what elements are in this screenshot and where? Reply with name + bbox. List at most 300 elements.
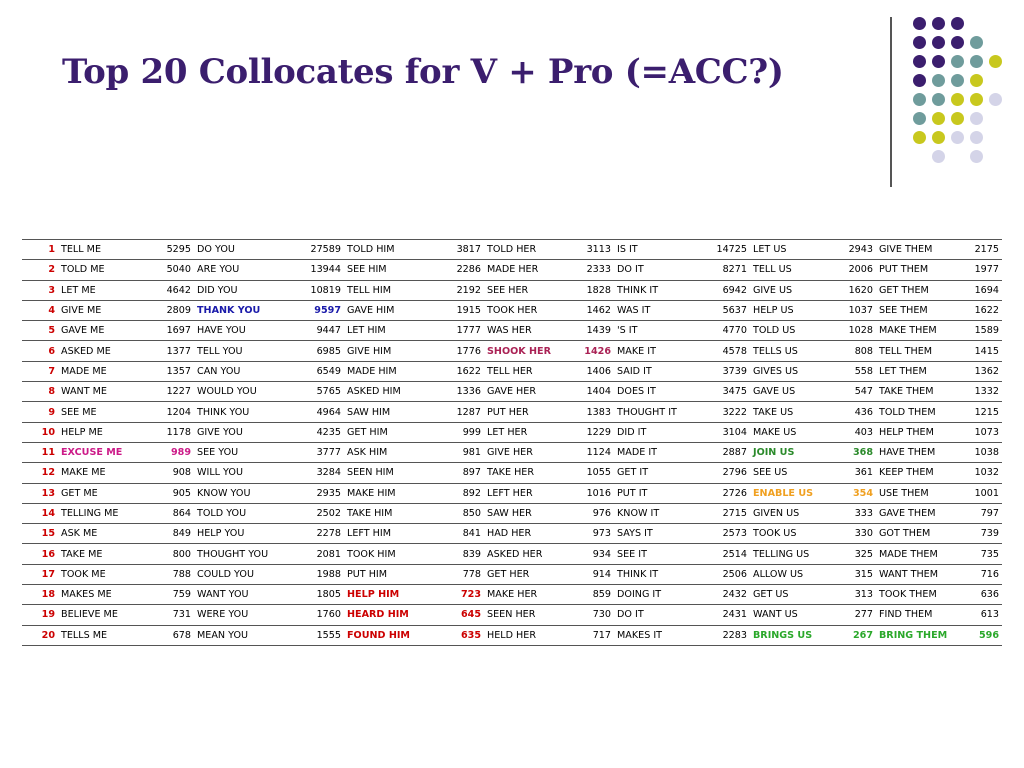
collocate-me: BELIEVE ME — [58, 605, 150, 625]
decor-dot — [932, 112, 945, 125]
frequency-us: 277 — [832, 605, 876, 625]
rank-cell: 18 — [22, 585, 58, 605]
frequency-him: 1777 — [436, 321, 484, 341]
rank-cell: 5 — [22, 321, 58, 341]
collocate-me: MAKES ME — [58, 585, 150, 605]
frequency-them: 735 — [958, 544, 1002, 564]
frequency-them: 1694 — [958, 280, 1002, 300]
frequency-her: 1828 — [572, 280, 614, 300]
decor-dot — [989, 55, 1002, 68]
collocate-us: GIVES US — [750, 361, 832, 381]
frequency-you: 1805 — [294, 585, 344, 605]
collocate-her: MADE HER — [484, 260, 572, 280]
frequency-them: 1038 — [958, 442, 1002, 462]
frequency-me: 800 — [150, 544, 194, 564]
collocate-me: SEE ME — [58, 402, 150, 422]
table-row — [22, 361, 1002, 381]
collocate-me: WANT ME — [58, 382, 150, 402]
collocate-it: SAYS IT — [614, 524, 704, 544]
collocate-her: SHOOK HER — [484, 341, 572, 361]
frequency-you: 9597 — [294, 300, 344, 320]
decor-dot — [989, 93, 1002, 106]
collocate-it: THINK IT — [614, 280, 704, 300]
table-row — [22, 564, 1002, 584]
collocate-him: SEE HIM — [344, 260, 436, 280]
frequency-me: 1697 — [150, 321, 194, 341]
collocate-it: THINK IT — [614, 564, 704, 584]
collocate-you: THINK YOU — [194, 402, 294, 422]
frequency-him: 839 — [436, 544, 484, 564]
collocate-us: TELLS US — [750, 341, 832, 361]
table-row — [22, 544, 1002, 564]
frequency-him: 897 — [436, 463, 484, 483]
collocate-them: USE THEM — [876, 483, 958, 503]
collocate-her: TOLD HER — [484, 240, 572, 260]
table-row — [22, 422, 1002, 442]
collocate-it: DOING IT — [614, 585, 704, 605]
frequency-me: 5040 — [150, 260, 194, 280]
collocate-her: ASKED HER — [484, 544, 572, 564]
frequency-them: 1622 — [958, 300, 1002, 320]
collocate-it: KNOW IT — [614, 503, 704, 523]
collocate-him: SEEN HIM — [344, 463, 436, 483]
collocate-him: TOLD HIM — [344, 240, 436, 260]
collocate-us: GET US — [750, 585, 832, 605]
frequency-us: 267 — [832, 625, 876, 645]
collocate-me: GAVE ME — [58, 321, 150, 341]
frequency-me: 989 — [150, 442, 194, 462]
frequency-it: 3739 — [704, 361, 750, 381]
frequency-her: 2333 — [572, 260, 614, 280]
frequency-her: 1055 — [572, 463, 614, 483]
collocate-her: PUT HER — [484, 402, 572, 422]
collocate-me: TAKE ME — [58, 544, 150, 564]
frequency-me: 849 — [150, 524, 194, 544]
frequency-her: 3113 — [572, 240, 614, 260]
frequency-him: 635 — [436, 625, 484, 645]
frequency-him: 645 — [436, 605, 484, 625]
collocate-them: GOT THEM — [876, 524, 958, 544]
collocate-him: GET HIM — [344, 422, 436, 442]
collocate-him: ASKED HIM — [344, 382, 436, 402]
table-row — [22, 605, 1002, 625]
table-row — [22, 321, 1002, 341]
frequency-me: 905 — [150, 483, 194, 503]
collocate-it: SAID IT — [614, 361, 704, 381]
collocate-us: ALLOW US — [750, 564, 832, 584]
frequency-him: 999 — [436, 422, 484, 442]
collocate-it: MAKES IT — [614, 625, 704, 645]
frequency-him: 1287 — [436, 402, 484, 422]
frequency-her: 1406 — [572, 361, 614, 381]
frequency-you: 6549 — [294, 361, 344, 381]
collocate-you: SEE YOU — [194, 442, 294, 462]
decor-dot — [913, 74, 926, 87]
collocate-them: MAKE THEM — [876, 321, 958, 341]
collocate-her: SAW HER — [484, 503, 572, 523]
collocate-it: DO IT — [614, 605, 704, 625]
collocate-it: MADE IT — [614, 442, 704, 462]
decor-dot — [951, 93, 964, 106]
frequency-them: 2175 — [958, 240, 1002, 260]
decor-dot — [913, 93, 926, 106]
rank-cell: 11 — [22, 442, 58, 462]
collocate-them: FIND THEM — [876, 605, 958, 625]
collocate-them: GAVE THEM — [876, 503, 958, 523]
table-row — [22, 402, 1002, 422]
rank-cell: 6 — [22, 341, 58, 361]
collocate-them: LET THEM — [876, 361, 958, 381]
frequency-you: 2935 — [294, 483, 344, 503]
collocate-me: MAKE ME — [58, 463, 150, 483]
decor-dot — [932, 150, 945, 163]
decor-dot — [932, 131, 945, 144]
frequency-him: 841 — [436, 524, 484, 544]
collocate-us: WANT US — [750, 605, 832, 625]
frequency-you: 1555 — [294, 625, 344, 645]
frequency-me: 1357 — [150, 361, 194, 381]
collocate-you: HELP YOU — [194, 524, 294, 544]
table-row — [22, 260, 1002, 280]
decor-dot — [970, 131, 983, 144]
rank-cell: 16 — [22, 544, 58, 564]
frequency-her: 1124 — [572, 442, 614, 462]
frequency-us: 558 — [832, 361, 876, 381]
frequency-us: 2943 — [832, 240, 876, 260]
collocate-you: DO YOU — [194, 240, 294, 260]
frequency-it: 6942 — [704, 280, 750, 300]
decor-dot — [951, 74, 964, 87]
collocate-you: MEAN YOU — [194, 625, 294, 645]
collocate-her: SEEN HER — [484, 605, 572, 625]
table-row — [22, 483, 1002, 503]
frequency-it: 2887 — [704, 442, 750, 462]
frequency-us: 808 — [832, 341, 876, 361]
frequency-her: 1016 — [572, 483, 614, 503]
frequency-you: 5765 — [294, 382, 344, 402]
frequency-you: 10819 — [294, 280, 344, 300]
collocate-you: DID YOU — [194, 280, 294, 300]
frequency-you: 3777 — [294, 442, 344, 462]
collocate-them: KEEP THEM — [876, 463, 958, 483]
frequency-them: 1332 — [958, 382, 1002, 402]
frequency-him: 892 — [436, 483, 484, 503]
decor-dot — [932, 36, 945, 49]
rank-cell: 15 — [22, 524, 58, 544]
frequency-me: 759 — [150, 585, 194, 605]
collocate-you: WILL YOU — [194, 463, 294, 483]
collocate-us: GIVEN US — [750, 503, 832, 523]
collocate-me: EXCUSE ME — [58, 442, 150, 462]
collocate-him: LET HIM — [344, 321, 436, 341]
collocate-us: LET US — [750, 240, 832, 260]
decor-dot — [970, 74, 983, 87]
collocate-them: PUT THEM — [876, 260, 958, 280]
frequency-it: 2514 — [704, 544, 750, 564]
frequency-me: 731 — [150, 605, 194, 625]
collocate-you: TOLD YOU — [194, 503, 294, 523]
table-row — [22, 280, 1002, 300]
frequency-it: 4770 — [704, 321, 750, 341]
collocate-you: ARE YOU — [194, 260, 294, 280]
collocate-him: MADE HIM — [344, 361, 436, 381]
frequency-us: 547 — [832, 382, 876, 402]
collocate-her: MAKE HER — [484, 585, 572, 605]
collocate-me: MADE ME — [58, 361, 150, 381]
collocate-them: TAKE THEM — [876, 382, 958, 402]
collocate-us: JOIN US — [750, 442, 832, 462]
frequency-it: 2283 — [704, 625, 750, 645]
frequency-it: 2726 — [704, 483, 750, 503]
frequency-you: 2081 — [294, 544, 344, 564]
collocate-you: WANT YOU — [194, 585, 294, 605]
collocate-us: MAKE US — [750, 422, 832, 442]
frequency-us: 1037 — [832, 300, 876, 320]
collocate-it: 'S IT — [614, 321, 704, 341]
collocate-him: GAVE HIM — [344, 300, 436, 320]
collocate-her: HELD HER — [484, 625, 572, 645]
collocate-him: LEFT HIM — [344, 524, 436, 544]
collocate-us: GIVE US — [750, 280, 832, 300]
decor-dot — [951, 55, 964, 68]
collocate-them: TOOK THEM — [876, 585, 958, 605]
table-row — [22, 341, 1002, 361]
collocate-me: LET ME — [58, 280, 150, 300]
collocate-me: TELLS ME — [58, 625, 150, 645]
collocate-her: TAKE HER — [484, 463, 572, 483]
frequency-me: 908 — [150, 463, 194, 483]
frequency-her: 934 — [572, 544, 614, 564]
collocate-them: GET THEM — [876, 280, 958, 300]
collocate-it: GET IT — [614, 463, 704, 483]
frequency-her: 730 — [572, 605, 614, 625]
frequency-it: 2573 — [704, 524, 750, 544]
collocate-me: ASK ME — [58, 524, 150, 544]
collocate-him: PUT HIM — [344, 564, 436, 584]
collocate-it: THOUGHT IT — [614, 402, 704, 422]
frequency-them: 1589 — [958, 321, 1002, 341]
decor-dot — [932, 17, 945, 30]
frequency-them: 797 — [958, 503, 1002, 523]
decor-dot — [951, 112, 964, 125]
frequency-it: 2506 — [704, 564, 750, 584]
frequency-her: 976 — [572, 503, 614, 523]
frequency-it: 3222 — [704, 402, 750, 422]
table-row — [22, 382, 1002, 402]
collocate-us: SEE US — [750, 463, 832, 483]
collocate-him: TELL HIM — [344, 280, 436, 300]
frequency-it: 8271 — [704, 260, 750, 280]
rank-cell: 9 — [22, 402, 58, 422]
collocate-them: BRING THEM — [876, 625, 958, 645]
collocate-you: THOUGHT YOU — [194, 544, 294, 564]
frequency-her: 1229 — [572, 422, 614, 442]
frequency-him: 1336 — [436, 382, 484, 402]
collocate-us: TELLING US — [750, 544, 832, 564]
collocate-her: LEFT HER — [484, 483, 572, 503]
collocate-him: MAKE HIM — [344, 483, 436, 503]
frequency-them: 716 — [958, 564, 1002, 584]
frequency-him: 2286 — [436, 260, 484, 280]
table-row — [22, 442, 1002, 462]
table-row — [22, 300, 1002, 320]
frequency-us: 368 — [832, 442, 876, 462]
decor-dot — [970, 36, 983, 49]
collocate-them: MADE THEM — [876, 544, 958, 564]
collocate-you: KNOW YOU — [194, 483, 294, 503]
collocate-me: GET ME — [58, 483, 150, 503]
frequency-you: 1988 — [294, 564, 344, 584]
collocate-them: TOLD THEM — [876, 402, 958, 422]
frequency-me: 2809 — [150, 300, 194, 320]
collocate-us: HELP US — [750, 300, 832, 320]
collocate-him: HELP HIM — [344, 585, 436, 605]
collocate-it: DID IT — [614, 422, 704, 442]
collocate-us: TAKE US — [750, 402, 832, 422]
rank-cell: 7 — [22, 361, 58, 381]
frequency-us: 2006 — [832, 260, 876, 280]
frequency-him: 778 — [436, 564, 484, 584]
decor-dot — [970, 150, 983, 163]
collocate-them: HELP THEM — [876, 422, 958, 442]
collocate-you: TELL YOU — [194, 341, 294, 361]
collocate-you: WERE YOU — [194, 605, 294, 625]
frequency-him: 1915 — [436, 300, 484, 320]
frequency-them: 1032 — [958, 463, 1002, 483]
frequency-us: 436 — [832, 402, 876, 422]
rank-cell: 1 — [22, 240, 58, 260]
frequency-them: 596 — [958, 625, 1002, 645]
collocate-him: GIVE HIM — [344, 341, 436, 361]
decor-dot — [951, 17, 964, 30]
table-row — [22, 463, 1002, 483]
frequency-me: 788 — [150, 564, 194, 584]
frequency-me: 678 — [150, 625, 194, 645]
collocate-her: LET HER — [484, 422, 572, 442]
collocate-us: TOLD US — [750, 321, 832, 341]
frequency-you: 1760 — [294, 605, 344, 625]
decor-dot — [970, 55, 983, 68]
frequency-us: 361 — [832, 463, 876, 483]
collocate-them: HAVE THEM — [876, 442, 958, 462]
collocate-you: THANK YOU — [194, 300, 294, 320]
frequency-them: 1362 — [958, 361, 1002, 381]
table-row — [22, 524, 1002, 544]
collocate-her: GIVE HER — [484, 442, 572, 462]
frequency-it: 2796 — [704, 463, 750, 483]
frequency-me: 5295 — [150, 240, 194, 260]
table-row — [22, 625, 1002, 645]
collocate-me: GIVE ME — [58, 300, 150, 320]
frequency-them: 1977 — [958, 260, 1002, 280]
collocate-her: GAVE HER — [484, 382, 572, 402]
frequency-it: 3104 — [704, 422, 750, 442]
frequency-us: 313 — [832, 585, 876, 605]
frequency-her: 1426 — [572, 341, 614, 361]
rank-cell: 17 — [22, 564, 58, 584]
decor-dot — [913, 55, 926, 68]
collocate-me: TOLD ME — [58, 260, 150, 280]
collocate-me: ASKED ME — [58, 341, 150, 361]
frequency-you: 2278 — [294, 524, 344, 544]
collocate-it: SEE IT — [614, 544, 704, 564]
collocate-him: TAKE HIM — [344, 503, 436, 523]
frequency-it: 2715 — [704, 503, 750, 523]
collocate-it: DO IT — [614, 260, 704, 280]
rank-cell: 2 — [22, 260, 58, 280]
collocates-table — [22, 239, 1002, 646]
rank-cell: 10 — [22, 422, 58, 442]
frequency-them: 1001 — [958, 483, 1002, 503]
frequency-us: 354 — [832, 483, 876, 503]
frequency-you: 27589 — [294, 240, 344, 260]
frequency-them: 1415 — [958, 341, 1002, 361]
collocate-you: HAVE YOU — [194, 321, 294, 341]
collocate-us: TELL US — [750, 260, 832, 280]
decor-dot — [913, 17, 926, 30]
collocate-them: TELL THEM — [876, 341, 958, 361]
collocate-it: PUT IT — [614, 483, 704, 503]
rank-cell: 13 — [22, 483, 58, 503]
frequency-her: 1404 — [572, 382, 614, 402]
collocate-him: TOOK HIM — [344, 544, 436, 564]
decor-dot — [913, 131, 926, 144]
collocate-it: IS IT — [614, 240, 704, 260]
frequency-us: 315 — [832, 564, 876, 584]
frequency-us: 330 — [832, 524, 876, 544]
frequency-him: 981 — [436, 442, 484, 462]
frequency-her: 973 — [572, 524, 614, 544]
collocate-her: WAS HER — [484, 321, 572, 341]
frequency-him: 1622 — [436, 361, 484, 381]
frequency-it: 4578 — [704, 341, 750, 361]
collocate-him: ASK HIM — [344, 442, 436, 462]
collocate-us: GAVE US — [750, 382, 832, 402]
frequency-her: 717 — [572, 625, 614, 645]
decor-dot — [970, 112, 983, 125]
frequency-us: 1620 — [832, 280, 876, 300]
rank-cell: 12 — [22, 463, 58, 483]
decor-dot — [970, 93, 983, 106]
collocate-me: TELLING ME — [58, 503, 150, 523]
frequency-it: 14725 — [704, 240, 750, 260]
frequency-them: 1073 — [958, 422, 1002, 442]
frequency-you: 4235 — [294, 422, 344, 442]
frequency-it: 3475 — [704, 382, 750, 402]
decor-dot — [951, 36, 964, 49]
frequency-me: 864 — [150, 503, 194, 523]
frequency-him: 2192 — [436, 280, 484, 300]
collocate-them: SEE THEM — [876, 300, 958, 320]
frequency-her: 1439 — [572, 321, 614, 341]
collocate-you: COULD YOU — [194, 564, 294, 584]
frequency-them: 636 — [958, 585, 1002, 605]
collocates-table-body — [22, 240, 1002, 646]
frequency-her: 914 — [572, 564, 614, 584]
frequency-them: 613 — [958, 605, 1002, 625]
rank-cell: 8 — [22, 382, 58, 402]
collocate-her: TELL HER — [484, 361, 572, 381]
collocate-you: GIVE YOU — [194, 422, 294, 442]
frequency-you: 13944 — [294, 260, 344, 280]
frequency-you: 9447 — [294, 321, 344, 341]
decor-dot — [951, 131, 964, 144]
collocate-them: WANT THEM — [876, 564, 958, 584]
frequency-him: 1776 — [436, 341, 484, 361]
rank-cell: 3 — [22, 280, 58, 300]
collocate-you: CAN YOU — [194, 361, 294, 381]
collocate-us: BRINGS US — [750, 625, 832, 645]
